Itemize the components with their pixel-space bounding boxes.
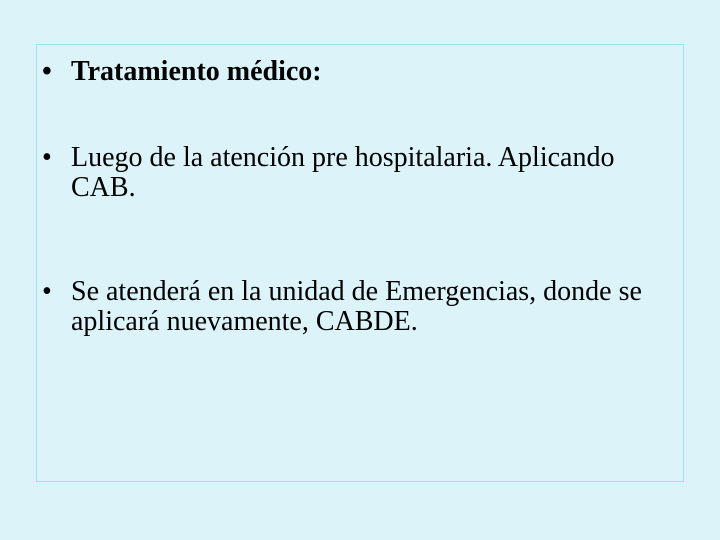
bullet-text-tratamiento: Tratamiento médico:	[71, 56, 322, 87]
bullet-item-tratamiento	[37, 57, 657, 87]
bullet-point-icon: •	[42, 276, 52, 307]
bullet-text-emergencias: Se atenderá en la unidad de Emergencias, donde se aplicará nuevamente, CABDE.	[71, 276, 642, 338]
bullet-item-atencion	[37, 143, 657, 203]
bullet-point-icon: •	[42, 142, 52, 173]
bullet-point-icon: •	[42, 56, 52, 87]
slide-content-box	[36, 44, 684, 482]
bullet-text-atencion: Luego de la atención pre hospitalaria. Aplicando CAB.	[71, 142, 615, 204]
bullet-item-emergencias	[37, 277, 657, 337]
